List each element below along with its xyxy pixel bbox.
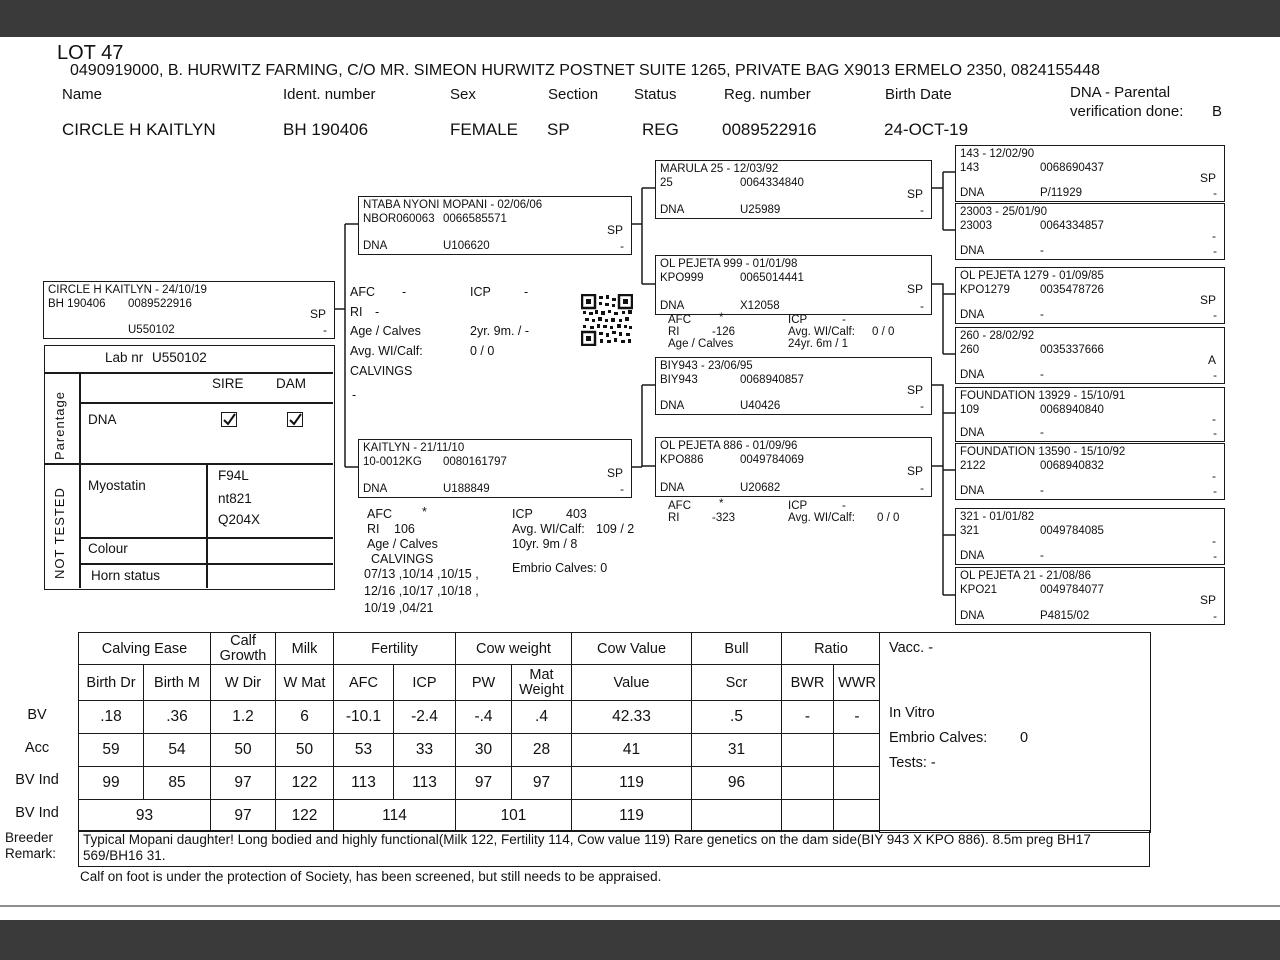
animal-title: CIRCLE H KAITLYN - 24/10/19 [48, 284, 207, 296]
gg1-dash: - [1213, 188, 1217, 200]
bv-cell: -.4 [456, 701, 512, 734]
gg8-dna-label: DNA [960, 610, 985, 622]
pedigree-box-gg4 [955, 327, 1225, 384]
bv-ind2-cell: 119 [572, 800, 692, 832]
gg1-section: SP [1199, 170, 1216, 185]
gg5-title: FOUNDATION 13929 - 15/10/91 [960, 390, 1126, 402]
gp1-dna-value: U25989 [740, 204, 781, 216]
gp2-reg: 0065014441 [740, 272, 804, 284]
bv-ind-cell: 122 [276, 767, 334, 800]
sire-column-header: SIRE [212, 376, 244, 391]
gg3-id: KPO1279 [960, 284, 1010, 296]
gp4-reg: 0049784069 [740, 454, 804, 466]
dna-row-label: DNA [88, 412, 117, 427]
acc-cell: 59 [79, 734, 144, 767]
dam-avg-value: 109 / 2 [596, 522, 635, 536]
gp3-dash: - [920, 401, 924, 413]
bv-cell: 6 [276, 701, 334, 734]
gg4-id: 260 [960, 344, 980, 356]
gp4-ri-value: -323 [712, 512, 736, 524]
gp2-section: SP [906, 282, 923, 297]
myostatin-value-1: F94L [218, 468, 249, 483]
lab-line-4 [79, 537, 333, 539]
row-label-bv-ind-1: BV Ind [15, 772, 59, 788]
bv-row [79, 701, 881, 734]
not-tested-label: NOT TESTED [52, 487, 67, 579]
gg2-dash: - [1213, 246, 1217, 258]
gp4-afc-value: * [719, 498, 724, 510]
bv-cell: .18 [79, 701, 144, 734]
check-icon [222, 413, 236, 426]
pedigree-box-gp3 [655, 357, 932, 415]
animal-dash: - [323, 325, 327, 337]
gg3-dash: - [1213, 310, 1217, 322]
dam-age-value: 10yr. 9m / 8 [512, 537, 578, 551]
row-label-acc: Acc [24, 740, 50, 756]
breeder-remark-label-1: Breeder [5, 830, 54, 845]
sire-id: NBOR060063 [363, 213, 435, 225]
gp2-age-value: 24yr. 6m / 1 [788, 338, 849, 350]
dam-icp-value: 403 [566, 507, 587, 521]
pedigree-box-dam [358, 439, 632, 498]
group-fertility: Fertility [334, 633, 456, 665]
vacc-label: Vacc. - [889, 640, 934, 656]
bv-cell: .4 [512, 701, 572, 734]
group-ratio: Ratio [782, 633, 881, 665]
sire-dna-label: DNA [363, 240, 388, 252]
birth-label: Birth Date [885, 86, 952, 103]
acc-cell: 28 [512, 734, 572, 767]
animal-section: SP [309, 307, 326, 322]
gp2-afc-value: * [719, 312, 724, 324]
gg6-reg: 0068940832 [1040, 460, 1104, 472]
ident-label: Ident. number [283, 86, 376, 103]
dam-calvings-line1: 07/13 ,10/14 ,10/15 , [364, 567, 479, 581]
gp1-id: 25 [660, 177, 673, 189]
group-calf-growth: Calf Growth [211, 633, 276, 665]
dam-dash: - [620, 484, 624, 496]
bv-ind-cell [782, 767, 834, 800]
gp2-avg-value: 0 / 0 [872, 326, 895, 338]
parentage-label: Parentage [52, 391, 67, 460]
col-birth-m: Birth M [144, 665, 211, 701]
sire-icp-label: ICP [470, 285, 491, 299]
horn-status-label: Horn status [91, 568, 161, 583]
gp3-section: SP [906, 383, 923, 398]
gg3-reg: 0035478726 [1040, 284, 1104, 296]
gp4-avg-value: 0 / 0 [877, 512, 900, 524]
lab-vline-1 [79, 372, 81, 588]
bv-ind-row [79, 767, 881, 800]
sire-dna-checkbox [221, 412, 237, 427]
pedigree-box-gg6 [955, 443, 1225, 500]
in-vitro-label: In Vitro [889, 705, 935, 721]
gg5-section: - [1212, 411, 1216, 426]
tests-label: Tests: - [889, 755, 936, 771]
bv-ind-cell: 119 [572, 767, 692, 800]
dam-ri-value: 106 [394, 522, 415, 536]
animal-reg: 0089522916 [128, 298, 192, 310]
col-icp: ICP [394, 665, 456, 701]
dna-verification-value: B [1212, 103, 1223, 120]
dam-id: 10-0012KG [363, 456, 422, 468]
dam-title: KAITLYN - 21/11/10 [363, 442, 465, 454]
myostatin-label: Myostatin [88, 478, 146, 493]
bv-cell: -2.4 [394, 701, 456, 734]
acc-cell: 30 [456, 734, 512, 767]
dam-afc-value: * [422, 505, 427, 519]
sire-calvings-label: CALVINGS [350, 364, 413, 378]
myostatin-value-3: Q204X [218, 512, 261, 527]
gg8-reg: 0049784077 [1040, 584, 1104, 596]
colour-label: Colour [88, 541, 128, 556]
animal-dna-value: U550102 [128, 324, 175, 336]
pedigree-box-gg2 [955, 203, 1225, 260]
reg-label: Reg. number [724, 86, 811, 103]
gg8-section: SP [1199, 593, 1216, 608]
bv-ind-cell: 99 [79, 767, 144, 800]
gg3-dna-value: - [1040, 309, 1044, 321]
gp4-icp-label: ICP [788, 500, 808, 512]
gp2-title: OL PEJETA 999 - 01/01/98 [660, 258, 798, 270]
dam-reg: 0080161797 [443, 456, 507, 468]
acc-cell [782, 734, 834, 767]
gp4-afc-label: AFC [668, 500, 691, 512]
gp2-icp-label: ICP [788, 314, 808, 326]
bv-cell: .5 [692, 701, 782, 734]
gg4-reg: 0035337666 [1040, 344, 1104, 356]
pedigree-box-gg1 [955, 145, 1225, 202]
pedigree-box-gg8 [955, 567, 1225, 625]
pedigree-box-gg5 [955, 387, 1225, 442]
gp1-reg: 0064334840 [740, 177, 804, 189]
gg4-section: A [1207, 352, 1216, 367]
bv-ind2-cell: 97 [211, 800, 276, 832]
gg1-dna-label: DNA [960, 187, 985, 199]
gg5-reg: 0068940840 [1040, 404, 1104, 416]
bv-cell: 1.2 [211, 701, 276, 734]
gg2-id: 23003 [960, 220, 992, 232]
qr-code [581, 294, 633, 346]
lab-line-5 [79, 563, 333, 565]
gg1-reg: 0068690437 [1040, 162, 1104, 174]
dam-dna-label: DNA [363, 483, 388, 495]
gp3-dna-value: U40426 [740, 400, 781, 412]
sire-title: NTABA NYONI MOPANI - 02/06/06 [363, 199, 543, 211]
section-value: SP [547, 120, 570, 139]
col-w-mat: W Mat [276, 665, 334, 701]
sire-afc-label: AFC [350, 285, 375, 299]
acc-row [79, 734, 881, 767]
group-milk: Milk [276, 633, 334, 665]
lot-number: LOT 47 [57, 42, 124, 64]
sire-dash: - [620, 241, 624, 253]
bv-cell: - [782, 701, 834, 734]
sex-value: FEMALE [450, 120, 519, 139]
gg5-id: 109 [960, 404, 980, 416]
gg5-dna-label: DNA [960, 427, 985, 439]
gg4-dna-value: - [1040, 369, 1044, 381]
dam-avg-label: Avg. WI/Calf: [512, 522, 585, 536]
bv-ind-cell: 113 [394, 767, 456, 800]
status-value: REG [642, 120, 679, 139]
gg8-title: OL PEJETA 21 - 21/08/86 [960, 570, 1092, 582]
gg8-dna-value: P4815/02 [1040, 610, 1090, 622]
dam-ri-label: RI [367, 522, 380, 536]
gg2-dna-value: - [1040, 245, 1044, 257]
gp4-title: OL PEJETA 886 - 01/09/96 [660, 440, 798, 452]
gp2-dna-label: DNA [660, 300, 685, 312]
gg8-id: KPO21 [960, 584, 998, 596]
column-header-row [79, 665, 881, 701]
gg2-section: - [1212, 228, 1216, 243]
gg2-title: 23003 - 25/01/90 [960, 206, 1047, 218]
gp2-ri-value: -126 [712, 326, 736, 338]
gg3-title: OL PEJETA 1279 - 01/09/85 [960, 270, 1104, 282]
acc-cell [834, 734, 881, 767]
sire-age-value: 2yr. 9m. / - [470, 324, 530, 338]
breeding-values-table [78, 632, 881, 832]
gp2-age-label: Age / Calves [668, 338, 734, 350]
sire-section: SP [606, 222, 623, 237]
bv-cell: .36 [144, 701, 211, 734]
bv-cell: -10.1 [334, 701, 394, 734]
dam-embrio-calves: Embrio Calves: 0 [512, 561, 608, 575]
gg3-dna-label: DNA [960, 309, 985, 321]
pedigree-box-sire [358, 196, 632, 255]
acc-cell: 31 [692, 734, 782, 767]
gg7-id: 321 [960, 525, 980, 537]
gg5-dash: - [1213, 428, 1217, 440]
gp4-dna-label: DNA [660, 482, 685, 494]
gp4-dash: - [920, 483, 924, 495]
gg7-dna-value: - [1040, 550, 1044, 562]
group-calving-ease: Calving Ease [79, 633, 211, 665]
dam-calvings-line3: 10/19 ,04/21 [364, 601, 434, 615]
gg7-section: - [1212, 533, 1216, 548]
pedigree-box-gp1 [655, 160, 932, 219]
lab-line-2 [79, 402, 333, 404]
acc-cell: 50 [211, 734, 276, 767]
group-cow-weight: Cow weight [456, 633, 572, 665]
bv-ind-cell: 96 [692, 767, 782, 800]
dam-calvings-label: CALVINGS [371, 552, 434, 566]
name-label: Name [62, 86, 103, 103]
gp4-icp-value: - [842, 500, 846, 512]
pedigree-box-gg3 [955, 267, 1225, 324]
gg4-title: 260 - 28/02/92 [960, 330, 1035, 342]
sex-label: Sex [450, 86, 476, 103]
breeder-address: 0490919000, B. HURWITZ FARMING, C/O MR. SIMEON HURWITZ POSTNET SUITE 1265, PRIVATE BAG X9013 ERMELO 2350, 0824155448 [70, 62, 1100, 79]
gg1-id: 143 [960, 162, 980, 174]
embrio-calves-value: 0 [1020, 730, 1029, 746]
dam-section: SP [606, 465, 623, 480]
gp1-dash: - [920, 205, 924, 217]
gg6-dna-label: DNA [960, 485, 985, 497]
gp1-dna-label: DNA [660, 204, 685, 216]
dam-dna-checkbox [287, 412, 303, 427]
col-bwr: BWR [782, 665, 834, 701]
gg1-title: 143 - 12/02/90 [960, 148, 1035, 160]
bv-ind-combined-row [79, 800, 881, 832]
gg2-reg: 0064334857 [1040, 220, 1104, 232]
gp3-reg: 0068940857 [740, 374, 804, 386]
bv-ind-cell: 113 [334, 767, 394, 800]
gg7-title: 321 - 01/01/82 [960, 511, 1035, 523]
row-label-bv: BV [27, 707, 47, 723]
gg7-dna-label: DNA [960, 550, 985, 562]
gg6-section: - [1212, 468, 1216, 483]
sire-reg: 0066585571 [443, 213, 507, 225]
dna-verification-label-1: DNA - Parental [1070, 84, 1171, 101]
gp2-ri-label: RI [668, 326, 680, 338]
gp1-section: SP [906, 186, 923, 201]
check-icon [288, 413, 302, 426]
gg6-dash: - [1213, 486, 1217, 498]
dam-age-label: Age / Calves [367, 537, 438, 551]
breeder-remark-label-2: Remark: [5, 846, 57, 861]
col-value: Value [572, 665, 692, 701]
gp3-id: BIY943 [660, 374, 698, 386]
dam-calvings-line2: 12/16 ,10/17 ,10/18 , [364, 584, 479, 598]
gp2-afc-label: AFC [668, 314, 691, 326]
dam-icp-label: ICP [512, 507, 533, 521]
bv-ind2-cell: 114 [334, 800, 456, 832]
footnote: Calf on foot is under the protection of Society, has been screened, but still needs to be appraised. [80, 869, 662, 884]
col-mat-weight: Mat Weight [512, 665, 572, 701]
gp2-icp-value: - [842, 314, 846, 326]
gp4-id: KPO886 [660, 454, 704, 466]
gp1-title: MARULA 25 - 12/03/92 [660, 163, 779, 175]
col-scr: Scr [692, 665, 782, 701]
status-label: Status [634, 86, 677, 103]
group-bull: Bull [692, 633, 782, 665]
sire-ri-label: RI [350, 305, 363, 319]
gg3-section: SP [1199, 292, 1216, 307]
acc-cell: 53 [334, 734, 394, 767]
acc-cell: 54 [144, 734, 211, 767]
sire-afc-value: - [402, 285, 407, 299]
birth-value: 24-OCT-19 [884, 120, 969, 139]
breeder-remark-text: Typical Mopani daughter! Long bodied and highly functional(Milk 122, Fertility 114, Cow value 119) Rare genetics on the dam side(BIY 943 X KPO 886). 8.5m preg BH17 569/BH16 31. [78, 830, 1150, 867]
gp2-avg-label: Avg. WI/Calf: [788, 326, 855, 338]
gg2-dna-label: DNA [960, 245, 985, 257]
bv-ind-cell: 85 [144, 767, 211, 800]
sire-ri-value: - [375, 305, 380, 319]
gg6-id: 2122 [960, 460, 986, 472]
gp4-section: SP [906, 464, 923, 479]
lab-nr-value: U550102 [152, 350, 207, 365]
pedigree-box-gp4 [655, 437, 932, 497]
gp4-avg-label: Avg. WI/Calf: [788, 512, 855, 524]
acc-cell: 33 [394, 734, 456, 767]
group-cow-value: Cow Value [572, 633, 692, 665]
section-label: Section [548, 86, 599, 103]
sire-avg-value: 0 / 0 [470, 344, 495, 358]
row-label-bv-ind-2: BV Ind [15, 805, 59, 821]
gp2-id: KPO999 [660, 272, 704, 284]
animal-id: BH 190406 [48, 298, 106, 310]
vacc-panel [879, 632, 1151, 833]
pedigree-box-gg7 [955, 508, 1225, 565]
col-birth-dr: Birth Dr [79, 665, 144, 701]
lab-vline-2 [206, 463, 208, 588]
bv-ind2-cell: 93 [79, 800, 211, 832]
dna-verification-label-2: verification done: [1070, 103, 1184, 120]
sire-icp-value: - [524, 285, 529, 299]
pedigree-box-gp2 [655, 255, 932, 315]
sire-dna-value: U106620 [443, 240, 490, 252]
bv-ind2-cell: 122 [276, 800, 334, 832]
sire-age-label: Age / Calves [350, 324, 421, 338]
gg7-dash: - [1213, 551, 1217, 563]
bv-ind2-cell [692, 800, 782, 832]
bv-ind-cell: 97 [512, 767, 572, 800]
ident-value: BH 190406 [283, 120, 369, 139]
gg8-dash: - [1213, 611, 1217, 623]
name-value: CIRCLE H KAITLYN [62, 120, 216, 139]
gp3-title: BIY943 - 23/06/95 [660, 360, 753, 372]
bv-ind-cell: 97 [211, 767, 276, 800]
dam-dna-value: U188849 [443, 483, 490, 495]
gg1-dna-value: P/11929 [1040, 187, 1082, 199]
lab-nr-label: Lab nr [105, 350, 144, 365]
bv-ind-cell [834, 767, 881, 800]
dam-afc-label: AFC [367, 507, 392, 521]
gp4-dna-value: U20682 [740, 482, 781, 494]
gg6-dna-value: - [1040, 485, 1044, 497]
reg-value: 0089522916 [722, 120, 817, 139]
acc-cell: 41 [572, 734, 692, 767]
bv-cell: - [834, 701, 881, 734]
bv-ind-cell: 97 [456, 767, 512, 800]
embrio-calves-label: Embrio Calves: [889, 730, 988, 746]
gp4-ri-label: RI [668, 512, 680, 524]
gp2-dash: - [920, 301, 924, 313]
gg7-reg: 0049784085 [1040, 525, 1104, 537]
gp3-dna-label: DNA [660, 400, 685, 412]
gg4-dna-label: DNA [960, 369, 985, 381]
col-afc: AFC [334, 665, 394, 701]
bv-ind2-cell: 101 [456, 800, 572, 832]
gg4-dash: - [1213, 370, 1217, 382]
sire-avg-label: Avg. WI/Calf: [350, 344, 423, 358]
bv-cell: 42.33 [572, 701, 692, 734]
gg5-dna-value: - [1040, 427, 1044, 439]
col-w-dir: W Dir [211, 665, 276, 701]
lab-line-3 [44, 463, 333, 465]
lab-line-1 [44, 372, 333, 374]
dam-column-header: DAM [276, 376, 306, 391]
col-wwr: WWR [834, 665, 881, 701]
group-header-row [79, 633, 881, 665]
gg6-title: FOUNDATION 13590 - 15/10/92 [960, 446, 1126, 458]
myostatin-value-2: nt821 [218, 491, 252, 506]
sire-calvings-value: - [352, 388, 357, 402]
pedigree-box-animal [43, 281, 335, 339]
col-pw: PW [456, 665, 512, 701]
acc-cell: 50 [276, 734, 334, 767]
bv-ind2-cell [834, 800, 881, 832]
bv-ind2-cell [782, 800, 834, 832]
gp2-dna-value: X12058 [740, 300, 780, 312]
